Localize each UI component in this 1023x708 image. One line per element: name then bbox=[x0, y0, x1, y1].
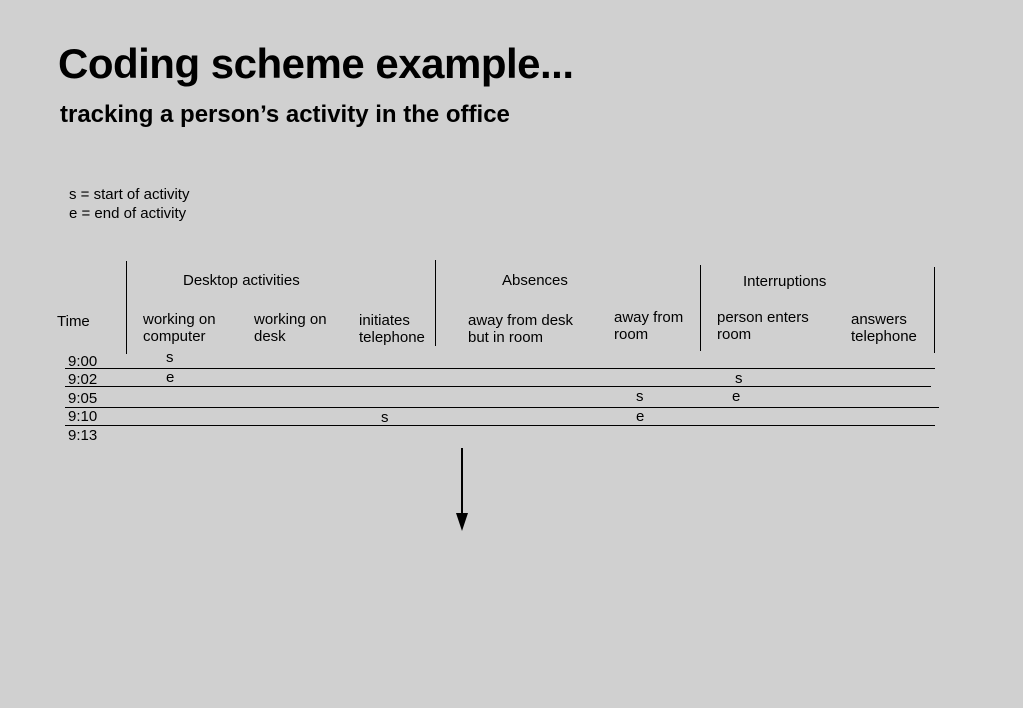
column-working-on-desk: working on desk bbox=[254, 311, 327, 345]
legend bbox=[69, 185, 189, 223]
time-label: 9:00 bbox=[68, 353, 98, 370]
mark-start: s bbox=[735, 370, 743, 387]
mark-end: e bbox=[166, 369, 175, 386]
column-away-from-desk: away from desk but in room bbox=[468, 312, 574, 346]
legend-start: s = start of activity bbox=[69, 186, 190, 203]
row-line bbox=[65, 425, 935, 426]
row-line bbox=[65, 407, 939, 408]
column-working-on-computer: working on computer bbox=[143, 311, 216, 345]
separator-absences-interruptions bbox=[700, 265, 701, 351]
column-answers-telephone: answers telephone bbox=[851, 311, 917, 345]
column-initiates-telephone: initiates telephone bbox=[359, 312, 425, 346]
arrow-head bbox=[456, 513, 468, 531]
group-desktop-activities: Desktop activities bbox=[183, 272, 300, 289]
time-label: 9:10 bbox=[68, 408, 98, 425]
column-person-enters-room: person enters room bbox=[717, 309, 809, 343]
mark-end: e bbox=[732, 388, 741, 405]
separator-right bbox=[934, 267, 935, 353]
mark-start: s bbox=[636, 388, 644, 405]
legend-end: e = end of activity bbox=[69, 205, 187, 222]
mark-start: s bbox=[381, 409, 389, 426]
column-away-from-room: away from room bbox=[614, 309, 684, 343]
group-interruptions: Interruptions bbox=[743, 273, 827, 290]
slide-subtitle: tracking a person’s activity in the office bbox=[60, 101, 510, 128]
separator-desktop-absences bbox=[435, 260, 436, 346]
slide-title: Coding scheme example... bbox=[58, 40, 574, 87]
mark-end: e bbox=[636, 408, 645, 425]
arrow-shaft bbox=[461, 448, 463, 518]
row-line bbox=[65, 386, 931, 387]
time-label: 9:05 bbox=[68, 390, 98, 407]
time-header: Time bbox=[57, 313, 90, 330]
separator-time-desktop bbox=[126, 261, 127, 354]
row-line bbox=[65, 368, 935, 369]
mark-start: s bbox=[166, 349, 174, 366]
group-absences: Absences bbox=[502, 272, 568, 289]
time-label: 9:13 bbox=[68, 427, 98, 444]
time-label: 9:02 bbox=[68, 371, 98, 388]
